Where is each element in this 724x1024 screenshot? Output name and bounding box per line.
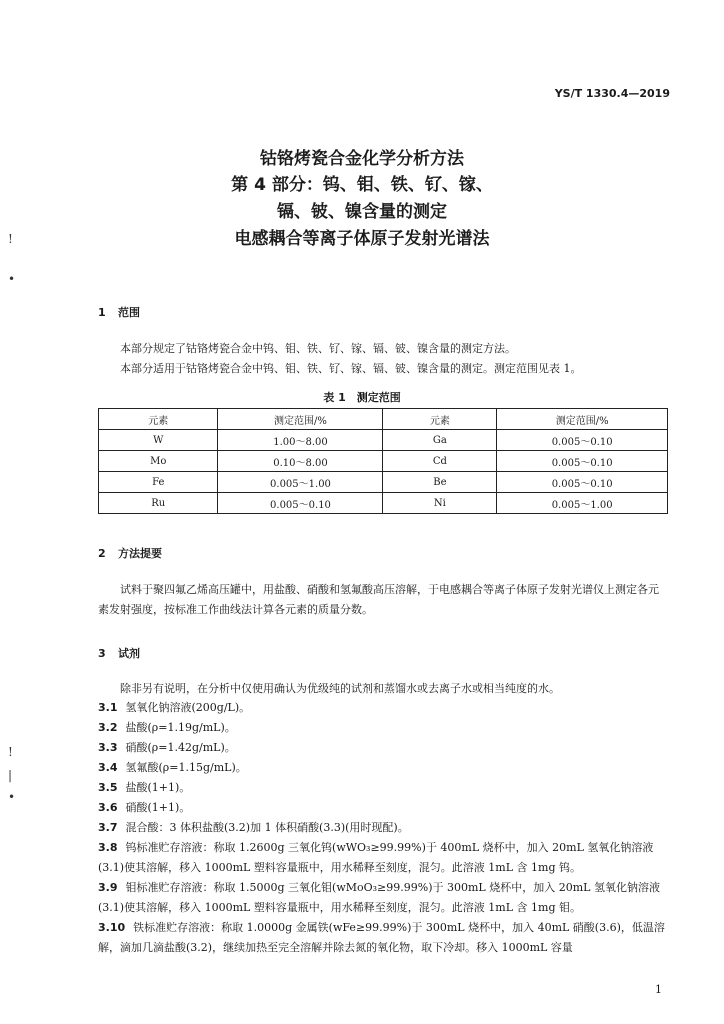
table-header-cell: 测定范围/% [497,409,668,430]
table-row [99,430,668,451]
clause-number: 3.1 [98,701,118,714]
section-3-heading [98,645,140,661]
page-number: 1 [655,983,662,996]
table-cell: 0.005～0.10 [218,493,383,514]
section-title: 方法提要 [118,547,162,560]
clause-text: 硝酸(1+1)。 [125,801,191,814]
clause-text: 氢氟酸(ρ=1.15g/mL)。 [125,761,247,774]
clause-text: 盐酸(1+1)。 [125,781,191,794]
table-caption: 表 1 测定范围 [323,391,401,404]
scan-mark: • [8,272,16,286]
table-cell: Cd [383,451,497,472]
clause-number: 3.7 [98,821,118,834]
table-cell: Ru [99,493,218,514]
table-cell: W [99,430,218,451]
clause-number: 3.9 [98,881,118,894]
section-title: 试剂 [118,647,140,660]
table-cell: Ga [383,430,497,451]
clause-text: 混合酸：3 体积盐酸(3.2)加 1 体积硝酸(3.3)(用时现配)。 [125,821,409,834]
section-title: 范围 [118,306,140,319]
clause-text: 铁标准贮存溶液：称取 1.0000g 金属铁(wFe≥99.99%)于 300mL 烧杯中，加入 40mL 硝酸(3.6)，低温溶解，滴加几滴盐酸(3.2)，继续加热至完全溶解并除去氮的氧化物，取下冷却。移入 1000mL 容量 [98,921,665,954]
table-header-row [99,409,668,430]
clause-number: 3.2 [98,721,118,734]
clause-text: 钨标准贮存溶液：称取 1.2600g 三氧化钨(wWO₃≥99.99%)于 400mL 烧杯中，加入 20mL 氢氧化钠溶液(3.1)使其溶解，移入 1000mL 塑料容量瓶中，用水稀释至刻度，混匀。此溶液 1mL 含 1mg 钨。 [98,841,654,874]
reagent-clause [98,798,670,818]
clause-number: 3.4 [98,761,118,774]
reagent-clause [98,818,670,838]
clause-number: 3.8 [98,841,118,854]
method-summary-paragraph: 试料于聚四氟乙烯高压罐中，用盐酸、硝酸和氢氟酸高压溶解，于电感耦合等离子体原子发射光谱仪上测定各元素发射强度，按标准工作曲线法计算各元素的质量分数。 [98,583,659,616]
section-number: 3 [98,647,106,660]
clause-text: 盐酸(ρ=1.19g/mL)。 [125,721,236,734]
table-header-cell: 测定范围/% [218,409,383,430]
reagent-clause [98,758,670,778]
title-line-3: 镉、铍、镍含量的测定 [277,202,447,222]
table-cell: Mo [99,451,218,472]
standard-number: YS/T 1330.4—2019 [554,87,670,100]
table-cell: 0.005～1.00 [218,472,383,493]
section-1-heading [98,304,140,320]
reagent-clause [98,718,670,738]
reagent-clause [98,838,670,878]
table-header-cell: 元素 [383,409,497,430]
table-cell: 0.10～8.00 [218,451,383,472]
table-cell: 0.005～0.10 [497,451,668,472]
scan-mark: • [8,790,16,804]
section-2-heading [98,545,162,561]
table-cell: 1.00～8.00 [218,430,383,451]
clause-number: 3.5 [98,781,118,794]
clause-number: 3.6 [98,801,118,814]
table-row [99,493,668,514]
clause-number: 3.3 [98,741,118,754]
table-row [99,451,668,472]
clause-text: 硝酸(ρ=1.42g/mL)。 [125,741,236,754]
reagent-clause [98,878,670,918]
scan-mark: | [8,768,13,782]
reagent-clause [98,778,670,798]
reagent-clause [98,918,670,958]
table-row [99,472,668,493]
scan-mark: ! [8,745,13,759]
table-cell: Be [383,472,497,493]
clause-text: 钼标准贮存溶液：称取 1.5000g 三氧化钼(wMoO₃≥99.99%)于 300mL 烧杯中，加入 20mL 氢氧化钠溶液(3.1)使其溶解，移入 1000mL 塑料容量瓶中，用水稀释至刻度，混匀。此溶液 1mL 含 1mg 钼。 [98,881,660,914]
table-cell: 0.005～0.10 [497,472,668,493]
table-cell: 0.005～1.00 [497,493,668,514]
title-line-4: 电感耦合等离子体原子发射光谱法 [234,229,490,249]
table-cell: Ni [383,493,497,514]
table-cell: Fe [99,472,218,493]
title-line-1: 钴铬烤瓷合金化学分析方法 [260,149,464,169]
table-cell: 0.005～0.10 [497,430,668,451]
scope-paragraph-1: 本部分规定了钴铬烤瓷合金中钨、钼、铁、钌、镓、镉、铍、镍含量的测定方法。 [120,342,516,355]
section-number: 1 [98,306,106,319]
clause-text: 氢氧化钠溶液(200g/L)。 [125,701,251,714]
reagent-clause [98,698,670,718]
scan-mark: ! [8,232,13,246]
measurement-range-table [98,408,668,514]
title-line-2: 第 4 部分：钨、钼、铁、钌、镓、 [231,175,493,195]
section-number: 2 [98,547,106,560]
reagents-intro: 除非另有说明，在分析中仅使用确认为优级纯的试剂和蒸馏水或去离子水或相当纯度的水。 [120,682,560,695]
scope-paragraph-2: 本部分适用于钴铬烤瓷合金中钨、钼、铁、钌、镓、镉、铍、镍含量的测定。测定范围见表 1。 [120,362,582,375]
table-header-cell: 元素 [99,409,218,430]
reagent-clause [98,738,670,758]
clause-number: 3.10 [98,921,126,934]
